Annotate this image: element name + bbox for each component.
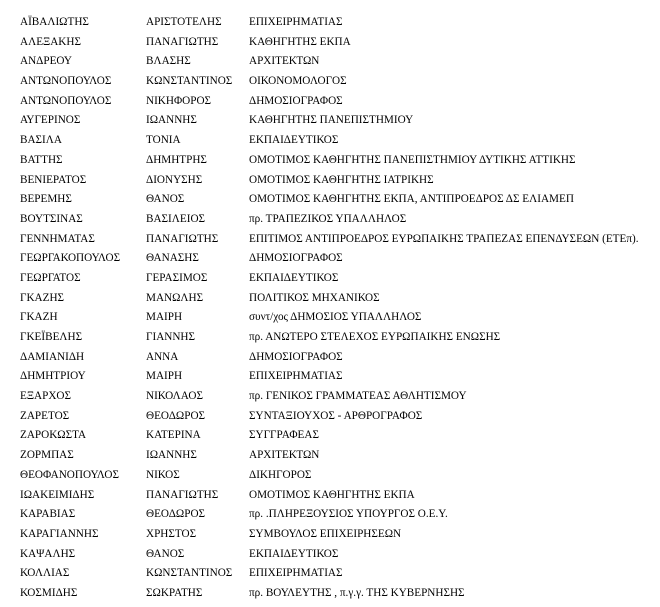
- first-name-cell: ΘΕΟΔΩΡΟΣ: [146, 409, 206, 422]
- first-name-cell: ΣΩΚΡΑΤΗΣ: [146, 586, 203, 599]
- profession-cell: ΟΜΟΤΙΜΟΣ ΚΑΘΗΓΗΤΗΣ ΠΑΝΕΠΙΣΤΗΜΙΟΥ ΔΥΤΙΚΗΣ ΑΤΤΙΚΗΣ: [249, 153, 576, 166]
- profession-cell: ΕΚΠΑΙΔΕΥΤΙΚΟΣ: [249, 547, 339, 560]
- profession-cell: ΔΗΜΟΣΙΟΓΡΑΦΟΣ: [249, 252, 343, 265]
- profession-cell: συντ/χος ΔΗΜΟΣΙΟΣ ΥΠΑΛΛΗΛΟΣ: [249, 311, 422, 324]
- surname-cell: ΓΕΝΝΗΜΑΤΑΣ: [20, 232, 95, 245]
- surname-cell: ΑΛΕΞΑΚΗΣ: [20, 35, 81, 48]
- profession-cell: ΠΟΛΙΤΙΚΟΣ ΜΗΧΑΝΙΚΟΣ: [249, 291, 380, 304]
- surname-cell: ΘΕΟΦΑΝΟΠΟΥΛΟΣ: [20, 468, 119, 481]
- first-name-cell: ΜΑΙΡΗ: [146, 370, 183, 383]
- profession-cell: ΣΥΝΤΑΞΙΟΥΧΟΣ - ΑΡΘΡΟΓΡΑΦΟΣ: [249, 409, 423, 422]
- profession-cell: ΕΚΠΑΙΔΕΥΤΙΚΟΣ: [249, 271, 339, 284]
- surname-cell: ΓΚΑΖΗ: [20, 311, 58, 324]
- profession-cell: ΕΠΙΧΕΙΡΗΜΑΤΙΑΣ: [249, 370, 343, 383]
- profession-cell: πρ. ΤΡΑΠΕΖΙΚΟΣ ΥΠΑΛΛΗΛΟΣ: [249, 212, 407, 225]
- first-name-cell: ΜΑΙΡΗ: [146, 311, 183, 324]
- profession-cell: ΕΠΙΧΕΙΡΗΜΑΤΙΑΣ: [249, 567, 343, 580]
- profession-cell: ΟΙΚΟΝΟΜΟΛΟΓΟΣ: [249, 75, 347, 88]
- surname-cell: ΒΕΝΙΕΡΑΤΟΣ: [20, 173, 87, 186]
- surname-cell: ΖΑΡΟΚΩΣΤΑ: [20, 429, 87, 442]
- surname-cell: ΔΗΜΗΤΡΙΟΥ: [20, 370, 86, 383]
- first-name-cell: ΑΡΙΣΤΟΤΕΛΗΣ: [146, 16, 222, 28]
- profession-cell: ΟΜΟΤΙΜΟΣ ΚΑΘΗΓΗΤΗΣ ΕΚΠΑ: [249, 488, 415, 501]
- first-name-cell: ΜΑΝΩΛΗΣ: [146, 291, 204, 304]
- profession-cell: ΔΙΚΗΓΟΡΟΣ: [249, 468, 312, 481]
- profession-cell: ΚΑΘΗΓΗΤΗΣ ΕΚΠΑ: [249, 35, 351, 48]
- surname-cell: ΒΕΡΕΜΗΣ: [20, 193, 72, 206]
- first-name-cell: ΚΑΤΕΡΙΝΑ: [146, 429, 201, 442]
- surname-cell: ΔΑΜΙΑΝΙΔΗ: [20, 350, 85, 363]
- surname-cell: ΑΪΒΑΛΙΩΤΗΣ: [20, 16, 89, 28]
- surname-cell: ΙΩΑΚΕΙΜΙΔΗΣ: [20, 488, 95, 501]
- surname-cell: ΒΑΤΤΗΣ: [20, 153, 63, 166]
- surname-cell: ΒΑΣΙΛΑ: [20, 134, 62, 147]
- first-name-cell: ΠΑΝΑΓΙΩΤΗΣ: [146, 232, 219, 245]
- first-name-cell: ΠΑΝΑΓΙΩΤΗΣ: [146, 488, 219, 501]
- first-name-cell: ΝΙΚΟΣ: [146, 468, 180, 481]
- profession-cell: ΕΠΙΤΙΜΟΣ ΑΝΤΙΠΡΟΕΔΡΟΣ ΕΥΡΩΠΑΙΚΗΣ ΤΡΑΠΕΖΑΣ ΕΠΕΝΔΥΣΕΩΝ (ΕΤΕπ).: [249, 232, 639, 245]
- surname-cell: ΒΟΥΤΣΙΝΑΣ: [20, 212, 83, 225]
- surname-cell: ΑΝΤΩΝΟΠΟΥΛΟΣ: [20, 94, 112, 107]
- first-name-cell: ΘΑΝΑΣΗΣ: [146, 252, 199, 265]
- first-name-cell: ΠΑΝΑΓΙΩΤΗΣ: [146, 35, 219, 48]
- first-name-cell: ΚΩΝΣΤΑΝΤΙΝΟΣ: [146, 75, 233, 88]
- surname-cell: ΑΝΔΡΕΟΥ: [20, 55, 73, 68]
- profession-cell: πρ. ΓΕΝΙΚΟΣ ΓΡΑΜΜΑΤΕΑΣ ΑΘΛΗΤΙΣΜΟΥ: [249, 390, 467, 403]
- profession-cell: ΕΚΠΑΙΔΕΥΤΙΚΟΣ: [249, 134, 339, 147]
- profession-cell: πρ. .ΠΛΗΡΕΞΟΥΣΙΟΣ ΥΠΟΥΡΓΟΣ Ο.Ε.Υ.: [249, 508, 448, 521]
- surname-cell: ΓΚΑΖΗΣ: [20, 291, 65, 304]
- profession-cell: ΑΡΧΙΤΕΚΤΩΝ: [249, 449, 320, 462]
- first-name-cell: ΓΙΑΝΝΗΣ: [146, 331, 196, 343]
- first-name-cell: ΝΙΚΗΦΟΡΟΣ: [146, 94, 212, 107]
- surname-cell: ΑΥΓΕΡΙΝΟΣ: [20, 114, 81, 127]
- profession-cell: πρ. ΒΟΥΛΕΥΤΗΣ , π.γ.γ. ΤΗΣ ΚΥΒΕΡΝΗΣΗΣ: [249, 586, 465, 599]
- profession-cell: ΑΡΧΙΤΕΚΤΩΝ: [249, 55, 320, 68]
- profession-cell: ΔΗΜΟΣΙΟΓΡΑΦΟΣ: [249, 94, 343, 107]
- first-name-cell: ΒΑΣΙΛΕΙΟΣ: [146, 212, 206, 225]
- profession-cell: ΟΜΟΤΙΜΟΣ ΚΑΘΗΓΗΤΗΣ ΙΑΤΡΙΚΗΣ: [249, 173, 434, 186]
- profession-cell: ΟΜΟΤΙΜΟΣ ΚΑΘΗΓΗΤΗΣ ΕΚΠΑ, ΑΝΤΙΠΡΟΕΔΡΟΣ ΔΣ ΕΛΙΑΜΕΠ: [249, 193, 574, 206]
- profession-cell: πρ. ΑΝΩΤΕΡΟ ΣΤΕΛΕΧΟΣ ΕΥΡΩΠΑΙΚΗΣ ΕΝΩΣΗΣ: [249, 331, 501, 343]
- surname-cell: ΓΚΕΪΒΕΛΗΣ: [20, 331, 83, 343]
- profession-cell: ΔΗΜΟΣΙΟΓΡΑΦΟΣ: [249, 350, 343, 363]
- first-name-cell: ΘΕΟΔΩΡΟΣ: [146, 508, 206, 521]
- first-name-cell: ΔΗΜΗΤΡΗΣ: [146, 153, 207, 166]
- first-name-cell: ΙΩΑΝΝΗΣ: [146, 114, 197, 127]
- profession-cell: ΚΑΘΗΓΗΤΗΣ ΠΑΝΕΠΙΣΤΗΜΙΟΥ: [249, 114, 414, 127]
- surname-cell: ΓΕΩΡΓΑΚΟΠΟΥΛΟΣ: [20, 252, 121, 265]
- surname-cell: ΚΑΡΑΓΙΑΝΝΗΣ: [20, 527, 99, 540]
- surname-cell: ΑΝΤΩΝΟΠΟΥΛΟΣ: [20, 75, 112, 88]
- first-name-cell: ΓΕΡΑΣΙΜΟΣ: [146, 271, 208, 284]
- first-name-cell: ΚΩΝΣΤΑΝΤΙΝΟΣ: [146, 567, 233, 580]
- first-name-cell: ΘΑΝΟΣ: [146, 547, 185, 560]
- surname-cell: ΓΕΩΡΓΑΤΟΣ: [20, 271, 81, 284]
- surname-cell: ΚΑΡΑΒΙΑΣ: [20, 508, 76, 521]
- first-name-cell: ΤΟΝΙΑ: [146, 134, 181, 147]
- first-name-cell: ΧΡΗΣΤΟΣ: [146, 527, 197, 540]
- surname-cell: ΚΑΨΑΛΗΣ: [20, 547, 76, 560]
- first-name-cell: ΘΑΝΟΣ: [146, 193, 185, 206]
- surname-cell: ΚΟΣΜΙΔΗΣ: [20, 586, 78, 599]
- surname-cell: ΖΑΡΕΤΟΣ: [20, 409, 70, 422]
- first-name-cell: ΒΛΑΣΗΣ: [146, 55, 191, 68]
- first-name-cell: ΑΝΝΑ: [146, 350, 179, 363]
- profession-cell: ΣΥΓΓΡΑΦΕΑΣ: [249, 429, 319, 442]
- surname-cell: ΖΟΡΜΠΑΣ: [20, 449, 74, 462]
- first-name-cell: ΝΙΚΟΛΑΟΣ: [146, 390, 203, 403]
- surname-cell: ΚΟΛΛΙΑΣ: [20, 567, 70, 580]
- profession-cell: ΕΠΙΧΕΙΡΗΜΑΤΙΑΣ: [249, 16, 343, 28]
- first-name-cell: ΔΙΟΝΥΣΗΣ: [146, 173, 203, 186]
- surname-cell: ΕΞΑΡΧΟΣ: [20, 390, 71, 403]
- first-name-cell: ΙΩΑΝΝΗΣ: [146, 449, 197, 462]
- profession-cell: ΣΥΜΒΟΥΛΟΣ ΕΠΙΧΕΙΡΗΣΕΩΝ: [249, 527, 402, 540]
